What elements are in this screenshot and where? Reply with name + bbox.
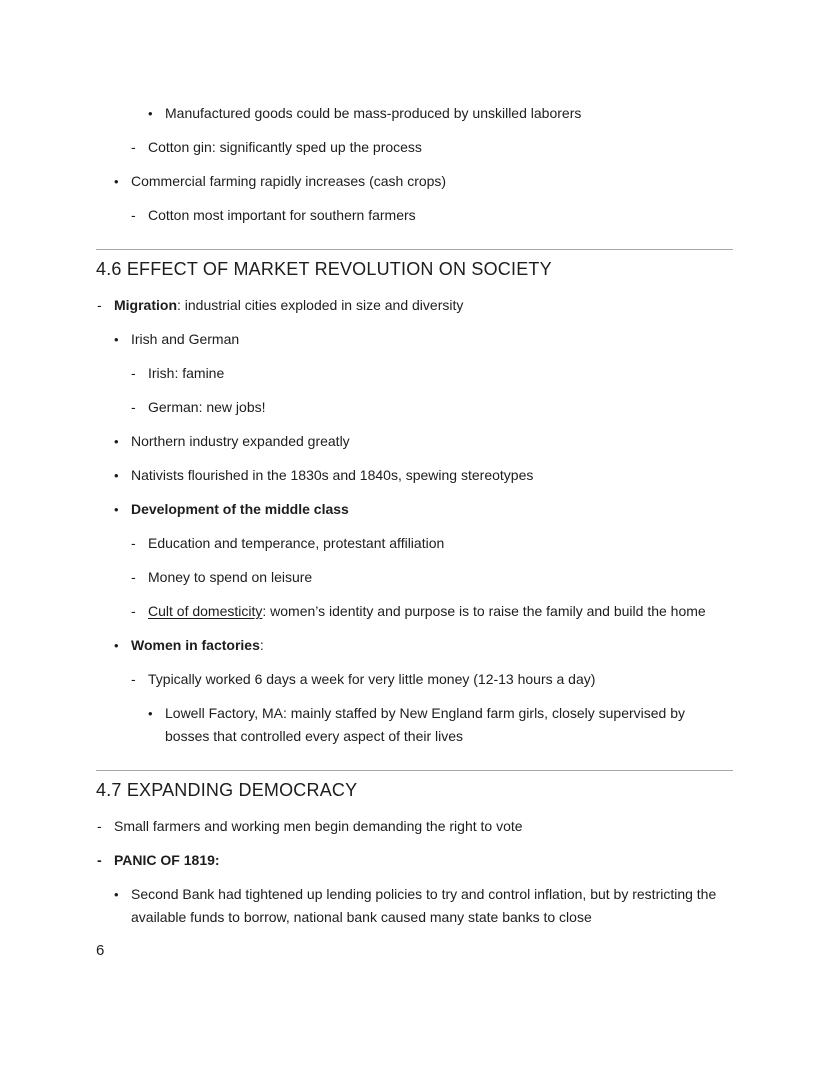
list-item-text: Education and temperance, protestant affiliation	[148, 535, 445, 551]
page-number: 6	[96, 942, 105, 959]
list-item	[96, 294, 733, 317]
list-item	[96, 815, 733, 838]
list-item	[96, 634, 733, 657]
list-item	[96, 396, 733, 419]
list-item-text: Money to spend on leisure	[148, 569, 313, 585]
bullet-marker: •	[114, 174, 119, 189]
list-item	[96, 102, 733, 125]
list-item-text: PANIC OF 1819:	[114, 852, 220, 868]
bullet-marker: •	[114, 887, 119, 902]
section-heading: 4.7 EXPANDING DEMOCRACY	[96, 780, 358, 800]
list-item	[96, 498, 733, 521]
list-item	[96, 170, 733, 193]
dash-marker: -	[131, 139, 136, 155]
dash-marker: -	[131, 569, 136, 585]
list-item-text: Cotton gin: significantly sped up the process	[148, 139, 422, 155]
list-item	[96, 668, 733, 691]
list-item-text: Lowell Factory, MA: mainly staffed by New England farm girls, closely supervised by bosses that controlled every aspect of their lives	[165, 705, 686, 744]
list-item-text: German: new jobs!	[148, 399, 266, 415]
list-item	[96, 566, 733, 589]
list-item-text: Irish and German	[131, 331, 240, 347]
dash-marker: -	[97, 297, 102, 313]
list-item	[96, 362, 733, 385]
list-item	[96, 464, 733, 487]
list-item-text: Women in factories:	[131, 637, 264, 653]
list-item-text: Migration: industrial cities exploded in size and diversity	[114, 297, 464, 313]
list-item-text: Northern industry expanded greatly	[131, 433, 350, 449]
list-item	[96, 702, 733, 748]
list-item	[96, 328, 733, 351]
dash-marker: -	[131, 365, 136, 381]
bullet-marker: •	[114, 434, 119, 449]
list-item	[96, 883, 733, 929]
bullet-marker: •	[114, 502, 119, 517]
dash-marker: -	[97, 852, 102, 868]
dash-marker: -	[131, 399, 136, 415]
bullet-marker: •	[114, 332, 119, 347]
list-item-text: Irish: famine	[148, 365, 225, 381]
bullet-marker: •	[148, 706, 153, 721]
list-item-text: Second Bank had tightened up lending policies to try and control inflation, but by restricting the available funds to borrow, national bank caused many state banks to close	[131, 886, 717, 925]
dash-marker: -	[131, 603, 136, 619]
bullet-marker: •	[114, 638, 119, 653]
section-divider	[96, 249, 733, 250]
section-heading: 4.6 EFFECT OF MARKET REVOLUTION ON SOCIETY	[96, 259, 552, 279]
section-divider	[96, 770, 733, 771]
list-item-text: Cotton most important for southern farmers	[148, 207, 416, 223]
list-item	[96, 136, 733, 159]
list-item-text: Commercial farming rapidly increases (cash crops)	[131, 173, 447, 189]
bullet-marker: •	[114, 468, 119, 483]
list-item-text: Cult of domesticity: women’s identity and purpose is to raise the family and build the home	[148, 603, 706, 619]
list-item	[96, 430, 733, 453]
list-item	[96, 532, 733, 555]
dash-marker: -	[131, 207, 136, 223]
list-item-text: Manufactured goods could be mass-produced by unskilled laborers	[165, 105, 582, 121]
list-item-text: Small farmers and working men begin demanding the right to vote	[114, 818, 523, 834]
list-item-text: Nativists flourished in the 1830s and 1840s, spewing stereotypes	[131, 467, 534, 483]
list-item-text: Development of the middle class	[131, 501, 349, 517]
list-item-text: Typically worked 6 days a week for very little money (12-13 hours a day)	[148, 671, 596, 687]
list-item	[96, 600, 714, 623]
dash-marker: -	[131, 671, 136, 687]
list-item	[96, 849, 733, 872]
dash-marker: -	[97, 818, 102, 834]
list-item	[96, 204, 733, 227]
bullet-marker: •	[148, 106, 153, 121]
dash-marker: -	[131, 535, 136, 551]
